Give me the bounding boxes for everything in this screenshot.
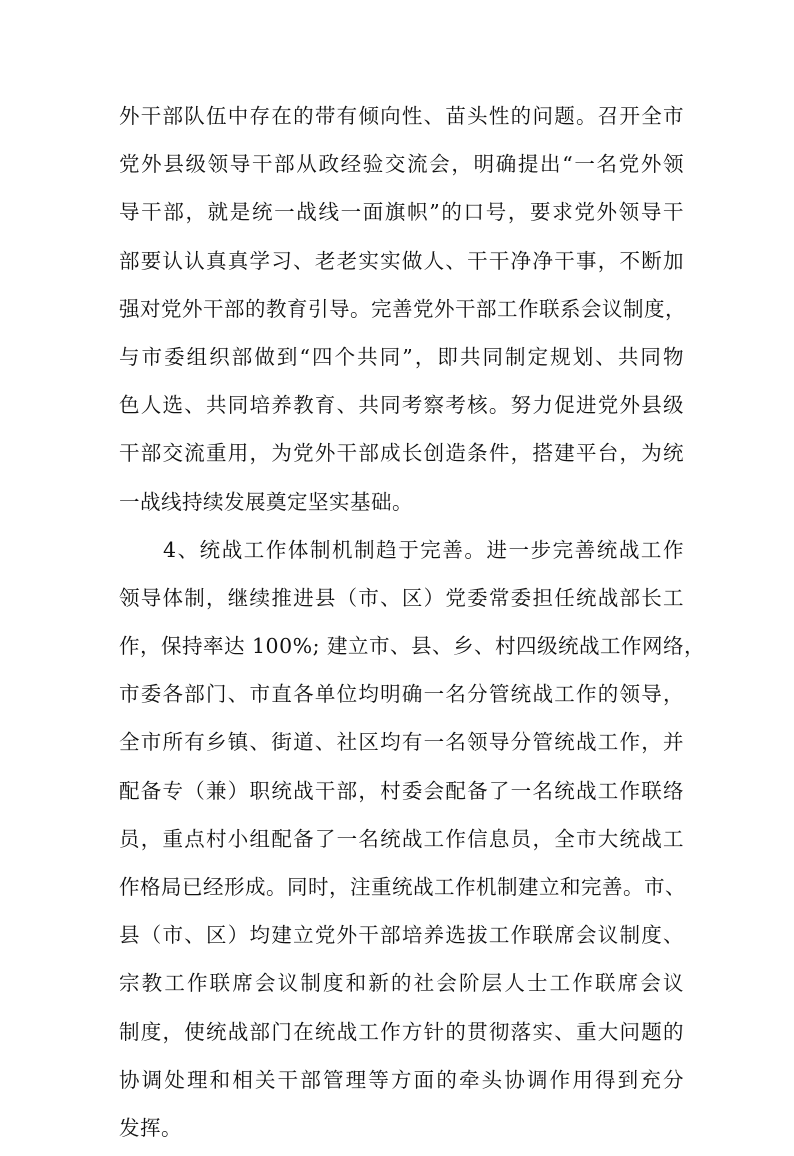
text-line: 领导体制，继续推进县（市、区）党委常委担任统战部长工 (119, 585, 684, 610)
text-line: 色人选、共同培养教育、共同考察考核。努力促进党外县级 (119, 393, 684, 418)
text-line: 全市所有乡镇、街道、社区均有一名领导分管统战工作，并 (119, 730, 684, 755)
text-line: 配备专（兼）职统战干部，村委会配备了一名统战工作联络 (119, 778, 684, 803)
text-line: 制度，使统战部门在统战工作方针的贯彻落实、重大问题的 (119, 1019, 684, 1044)
text-line: 导干部，就是统一战线一面旗帜”的口号，要求党外领导干 (119, 200, 684, 225)
text-line: 部要认认真真学习、老老实实做人、干干净净干事，不断加 (119, 248, 684, 273)
text-line: 一战线持续发展奠定坚实基础。 (119, 489, 413, 514)
text-line: 干部交流重用，为党外干部成长创造条件，搭建平台，为统 (119, 441, 684, 466)
text-line: 作格局已经形成。同时，注重统战工作机制建立和完善。市、 (119, 875, 686, 899)
text-line: 作，保持率达 100%; 建立市、县、乡、村四级统战工作网络， (119, 634, 706, 659)
text-line: 强对党外干部的教育引导。完善党外干部工作联系会议制度， (119, 296, 686, 321)
text-line: 宗教工作联席会议制度和新的社会阶层人士工作联席会议 (119, 971, 684, 996)
text-line: 发挥。 (119, 1115, 182, 1140)
text-line: 党外县级领导干部从政经验交流会，明确提出“一名党外领 (119, 152, 684, 177)
document-body (119, 96, 706, 1156)
text-line: 县（市、区）均建立党外干部培养选拔工作联席会议制度、 (119, 923, 684, 948)
text-line: 与市委组织部做到“四个共同”，即共同制定规划、共同物 (119, 344, 684, 369)
text-line: 协调处理和相关干部管理等方面的牵头协调作用得到充分 (119, 1067, 684, 1092)
text-line: 市委各部门、市直各单位均明确一名分管统战工作的领导， (119, 682, 684, 707)
text-line: 外干部队伍中存在的带有倾向性、苗头性的问题。召开全市 (119, 104, 684, 128)
text-line: 员，重点村小组配备了一名统战工作信息员，全市大统战工 (119, 826, 684, 851)
section-heading-line: 4、统战工作体制机制趋于完善。进一步完善统战工作 (163, 537, 684, 562)
